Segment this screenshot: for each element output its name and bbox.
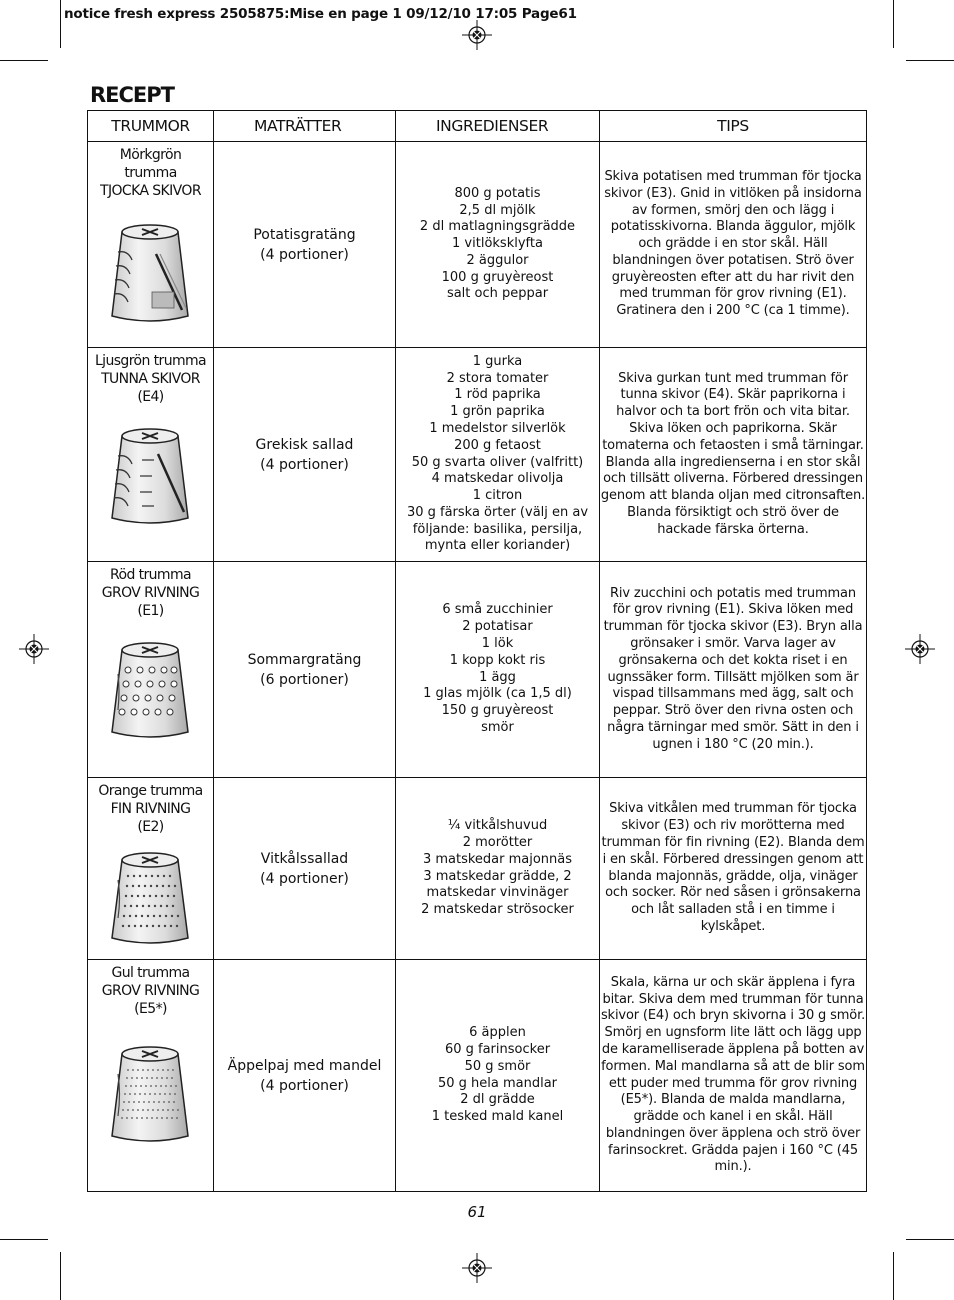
table-row <box>88 778 867 960</box>
slicing-drum-thick-icon <box>108 220 192 324</box>
column-header-drums: TRUMMOR <box>88 111 214 142</box>
tips-cell: Skiva gurkan tunt med trumman för tunna skivor (E4). Skär paprikorna i halvor och ta bort frön och vita bitar. Skiva löken och paprikorna. Skär tomaterna och fetaosten i små tärningar. Blanda alla ingredienserna i en stor skål och tillsätt oliverna. Förbered dressingen genom att blanda oljan med citronsaften. Blanda försiktigt och strö över de hackade färska örterna. <box>600 348 867 562</box>
drum-cell <box>88 142 214 348</box>
print-header: notice fresh express 2505875:Mise en page 1 09/12/10 17:05 Page61 <box>64 6 577 22</box>
dish-cell: Sommargratäng (6 portioner) <box>214 562 396 778</box>
page-title: RECEPT <box>90 83 174 107</box>
registration-mark-icon <box>19 634 49 664</box>
crop-mark <box>60 0 61 48</box>
table-row <box>88 960 867 1192</box>
registration-mark-icon <box>462 20 492 50</box>
slicing-drum-thin-icon <box>108 426 192 526</box>
column-header-tips: TIPS <box>600 111 867 142</box>
column-header-ingredients: INGREDIENSER <box>396 111 600 142</box>
drum-name: Röd trumma GROV RIVNING (E1) <box>101 567 200 619</box>
coarse-grating-drum-icon <box>108 640 192 740</box>
dish-cell: Äppelpaj med mandel (4 portioner) <box>214 960 396 1192</box>
drum-name: Ljusgrön trumma TUNNA SKIVOR (E4) <box>94 353 207 405</box>
crop-mark <box>0 60 48 61</box>
registration-mark-icon <box>462 1253 492 1283</box>
drum-name: Orange trumma FIN RIVNING (E2) <box>98 783 203 835</box>
table-row <box>88 348 867 562</box>
column-header-dishes: MATRÄTTER <box>214 111 396 142</box>
tips-cell: Skiva vitkålen med trumman för tjocka skivor (E3) och riv morötterna med trumman för fin rivning (E2). Blanda dem i en skål. Förbered dressingen genom att blanda majonnäs, grädde, olja, vinäger och socker. Rör ned såsen i grönsakerna och låt salladen stå i en timme i kylskåpet. <box>600 778 867 960</box>
table-header-row <box>88 111 867 142</box>
ingredients-cell: 6 äpplen 60 g farinsocker 50 g smör 50 g hela mandlar 2 dl grädde 1 tesked mald kanel <box>396 960 600 1192</box>
crop-mark <box>906 60 954 61</box>
recipe-table <box>87 110 867 1192</box>
drum-cell <box>88 960 214 1192</box>
drum-cell <box>88 348 214 562</box>
tips-cell: Riv zucchini och potatis med trumman för grov rivning (E1). Skiva löken med trumman för tjocka skivor (E3). Bryn alla grönsaker i smör. Varva lager av grönsakerna och det kokta riset i en ugnssäker form. Tillsätt mjölken som är vispad tillsammans med ägg, salt och peppar. Strö över den rivna osten och några tärningar med smör. Sätt in den i ugnen i 180 °C (20 min.). <box>600 562 867 778</box>
crop-mark <box>893 0 894 48</box>
dish-cell: Vitkålssallad (4 portioner) <box>214 778 396 960</box>
dish-cell: Potatisgratäng (4 portioner) <box>214 142 396 348</box>
table-row <box>88 142 867 348</box>
crop-mark <box>0 1239 48 1240</box>
crop-mark <box>906 1239 954 1240</box>
ingredients-cell: ¼ vitkålshuvud 2 morötter 3 matskedar majonnäs 3 matskedar grädde, 2 matskedar vinvinäger 2 matskedar strösocker <box>396 778 600 960</box>
dish-cell: Grekisk sallad (4 portioner) <box>214 348 396 562</box>
page-number: 61 <box>467 1203 487 1221</box>
fine-grating-drum-icon <box>108 850 192 946</box>
drum-cell <box>88 778 214 960</box>
tips-cell: Skala, kärna ur och skär äpplena i fyra bitar. Skiva dem med trumman för tunna skivor (E4) och bryn skivorna i 30 g smör. Smörj en ugnsform lite lätt och lägg upp de karamelliserade äpplena på botten av formen. Mal mandlarna så att de blir som ett puder med trumma för grov rivning (E5*). Blanda de malda mandlarna, grädde och kanel i en skål. Häll blandningen över äpplena och strö över farinsockret. Grädda pajen i 160 °C (45 min.). <box>600 960 867 1192</box>
ingredients-cell: 6 små zucchinier 2 potatisar 1 lök 1 kopp kokt ris 1 ägg 1 glas mjölk (ca 1,5 dl) 150 g gruyèreost smör <box>396 562 600 778</box>
ingredients-cell: 800 g potatis 2,5 dl mjölk 2 dl matlagningsgrädde 1 vitlöksklyfta 2 äggulor 100 g gruyèreost salt och peppar <box>396 142 600 348</box>
drum-name: Mörkgrön trumma TJOCKA SKIVOR <box>100 147 201 199</box>
drum-name: Gul trumma GROV RIVNING (E5*) <box>101 965 200 1017</box>
extra-fine-grating-drum-icon <box>108 1044 192 1144</box>
ingredients-cell: 1 gurka 2 stora tomater 1 röd paprika 1 grön paprika 1 medelstor silverlök 200 g fetaost 50 g svarta oliver (valfritt) 4 matskedar olivolja 1 citron 30 g färska örter (välj en av följande: basilika, persilja, mynta eller koriander) <box>396 348 600 562</box>
drum-cell <box>88 562 214 778</box>
crop-mark <box>893 1252 894 1300</box>
tips-cell: Skiva potatisen med trumman för tjocka skivor (E3). Gnid in vitlöken på insidorna av formen, smörj den och lägg i potatisskivorna. Blanda äggulor, mjölk och grädde i en stor skål. Häll blandningen över potatisen. Strö över gruyèreosten efter att du har rivit den med trumman för grov rivning (E1). Gratinera den i 200 °C (ca 1 timme). <box>600 142 867 348</box>
crop-mark <box>60 1252 61 1300</box>
table-row <box>88 562 867 778</box>
registration-mark-icon <box>905 634 935 664</box>
